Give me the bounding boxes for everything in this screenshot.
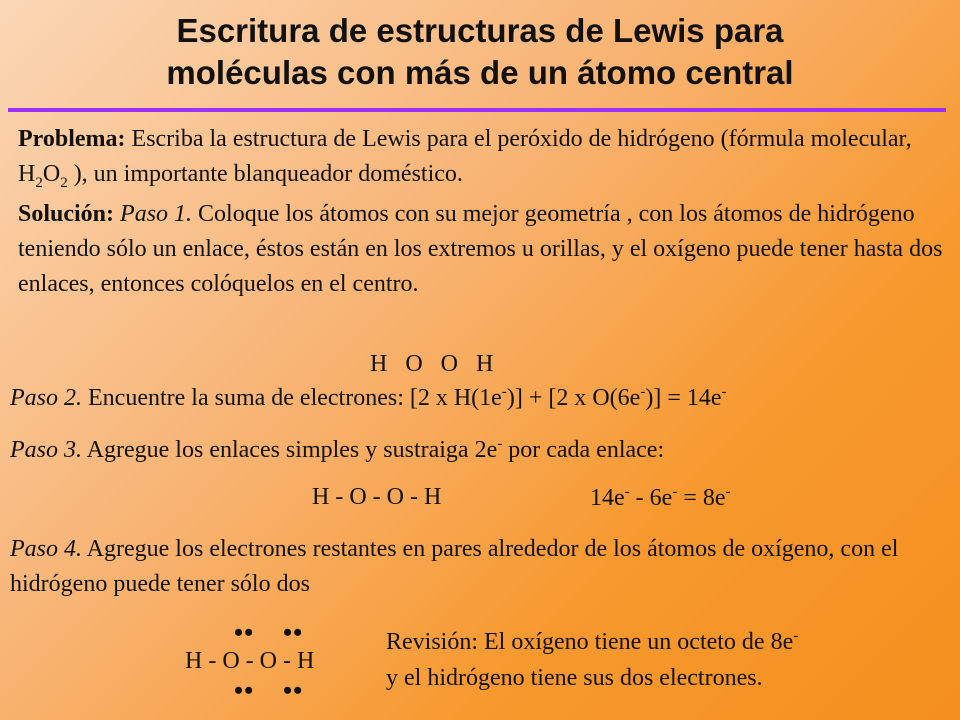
formula-sub-2: 2 [60, 174, 68, 191]
lone-pair-top-o2: •• [283, 618, 304, 647]
lone-pair-bottom-o2: •• [283, 676, 304, 705]
step4-paragraph: Paso 4. Agregue los electrones restantes en pares alrededor de los átomos de oxígeno, con el hidrógeno puede tener sólo dos [10, 536, 899, 597]
step3-calculation: 14e- - 6e- = 8e- [590, 484, 731, 511]
formula-o: O [42, 161, 61, 187]
step4-label: Paso 4. [10, 536, 82, 562]
step2-label: Paso 2. [10, 385, 82, 411]
problem-text-end: ), un importante blanqueador doméstico. [67, 161, 463, 187]
final-lewis-structure: H - O - O - H [185, 648, 315, 674]
title-divider [8, 108, 946, 112]
problem-text: Escriba la estructura de Lewis para el peróxido de hidrógeno (fórmula molecular, H [18, 126, 912, 187]
title-line-2: moléculas con más de un átomo central [166, 54, 794, 91]
step3-structure: H - O - O - H [312, 484, 442, 510]
atoms-line: H O O H [370, 351, 494, 377]
step3-line: Paso 3. Agregue los enlaces simples y sustraiga 2e- por cada enlace: [10, 436, 665, 463]
solution-text: Coloque los átomos con su mejor geometría , con los átomos de hidrógeno teniendo sólo un enlace, éstos están en los extremos u orillas, y el oxígeno puede tener hasta dos enlaces, entonces colóquelos en el centro. [18, 201, 943, 297]
solution-paragraph [18, 197, 948, 302]
step1-label: Paso 1. [120, 201, 193, 227]
lone-pair-bottom-o1: •• [234, 676, 255, 705]
problem-paragraph [18, 122, 948, 201]
lone-pair-top-o1: •• [234, 618, 255, 647]
step3-label: Paso 3. [10, 437, 82, 463]
formula-sub-1: 2 [35, 174, 43, 191]
slide-title [0, 10, 960, 94]
review-text: Revisión: El oxígeno tiene un octeto de 8e- y el hidrógeno tiene sus dos electrones. [386, 628, 799, 691]
solution-label: Solución: [18, 201, 115, 227]
step2-line: Paso 2. Encuentre la suma de electrones: [2 x H(1e-)] + [2 x O(6e-)] = 14e- [10, 384, 727, 411]
problem-label: Problema: [18, 126, 126, 152]
title-line-1: Escritura de estructuras de Lewis para [176, 12, 784, 49]
